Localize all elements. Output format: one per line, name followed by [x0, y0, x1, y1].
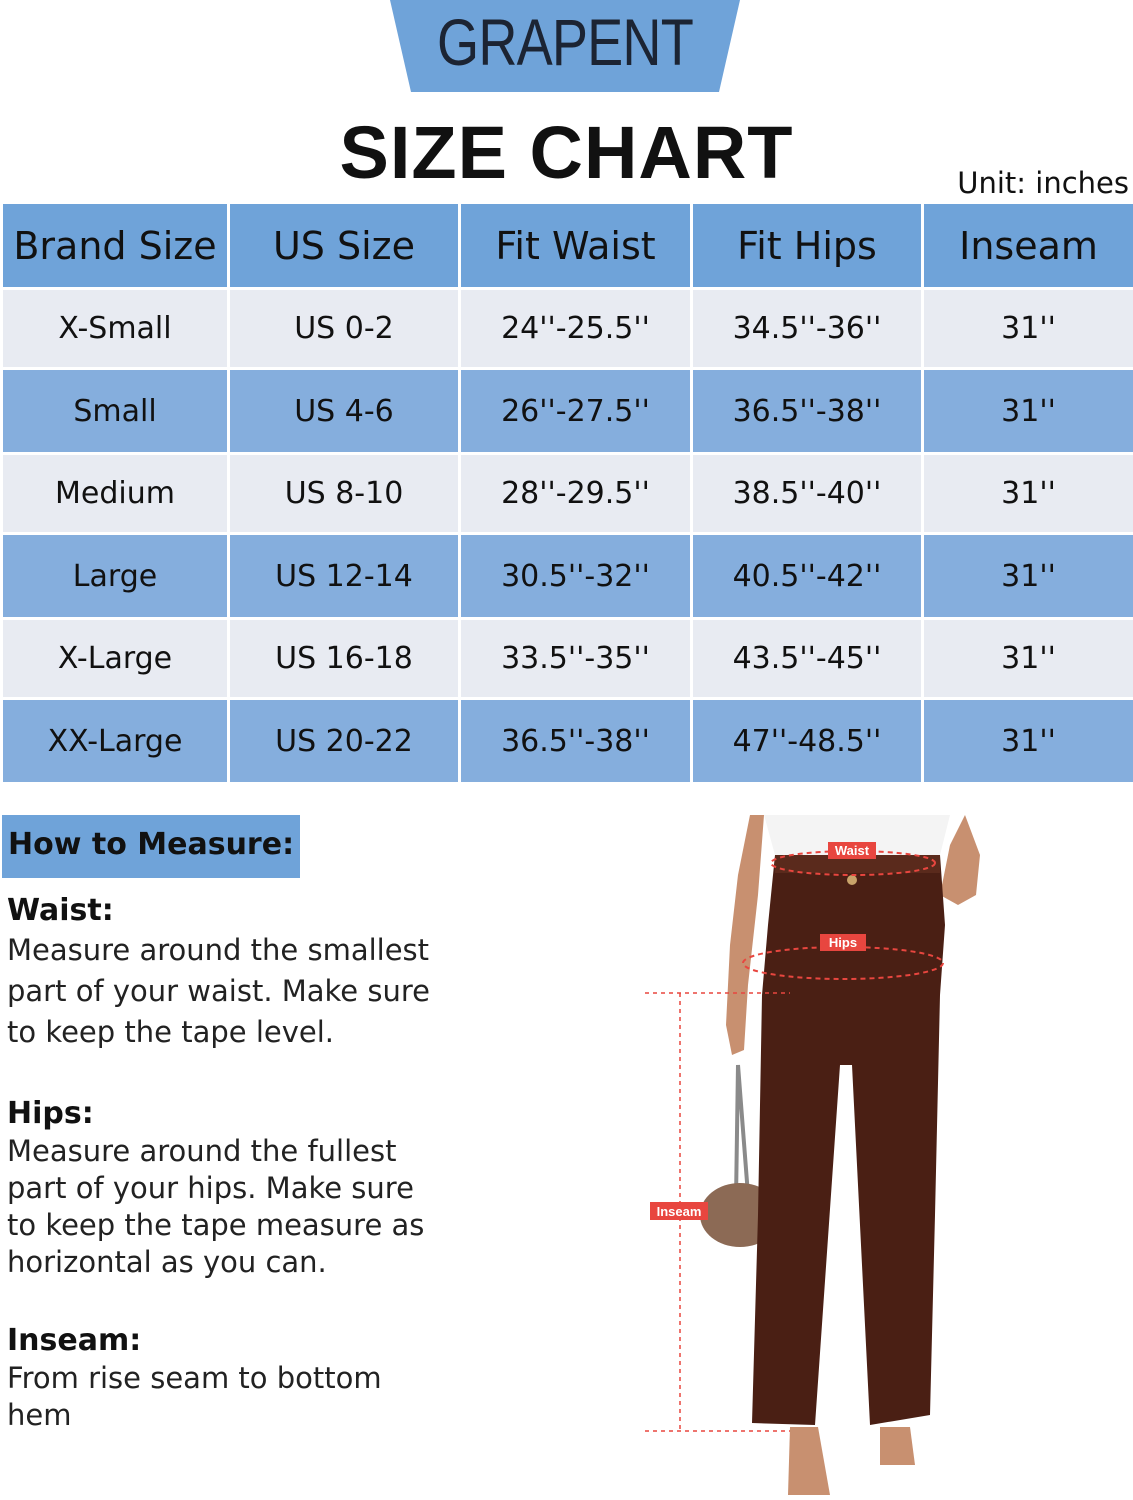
header-fit-hips: Fit Hips	[693, 204, 921, 290]
cell-brand-size: XX-Large	[3, 700, 227, 785]
cell-fit-waist: 24''-25.5''	[461, 290, 690, 370]
cell-us-size: US 12-14	[230, 535, 458, 620]
cell-fit-hips: 40.5''-42''	[693, 535, 921, 620]
cell-brand-size: Large	[3, 535, 227, 620]
table-row	[3, 370, 1133, 455]
cell-fit-hips: 43.5''-45''	[693, 620, 921, 700]
waist-line-1: Measure around the smallest	[7, 933, 430, 967]
inseam-instructions	[7, 1322, 447, 1434]
header-inseam: Inseam	[924, 204, 1133, 290]
cell-inseam: 31''	[924, 370, 1133, 455]
unit-note: Unit: inches	[957, 166, 1129, 200]
cell-us-size: US 20-22	[230, 700, 458, 785]
cell-us-size: US 16-18	[230, 620, 458, 700]
cell-fit-waist: 36.5''-38''	[461, 700, 690, 785]
cell-brand-size: Medium	[3, 455, 227, 535]
brand-logo: GRAPENT	[437, 5, 693, 79]
cell-brand-size: X-Large	[3, 620, 227, 700]
table-row	[3, 455, 1133, 535]
cell-fit-hips: 38.5''-40''	[693, 455, 921, 535]
inseam-tag: Inseam	[656, 1204, 702, 1219]
cell-fit-waist: 33.5''-35''	[461, 620, 690, 700]
header-us-size: US Size	[230, 204, 458, 290]
hips-line-1: Measure around the fullest	[7, 1134, 397, 1168]
waist-instructions	[7, 892, 447, 1053]
waist-line-3: to keep the tape level.	[7, 1015, 335, 1049]
cell-fit-waist: 26''-27.5''	[461, 370, 690, 455]
table-row	[3, 700, 1133, 785]
cell-inseam: 31''	[924, 535, 1133, 620]
hips-line-3: to keep the tape measure as	[7, 1208, 425, 1242]
right-foot-shape	[880, 1427, 915, 1465]
how-to-measure-heading: How to Measure:	[2, 815, 300, 878]
header-fit-waist: Fit Waist	[461, 204, 690, 290]
hips-label: Hips:	[7, 1096, 94, 1131]
table-row	[3, 620, 1133, 700]
cell-fit-hips: 47''-48.5''	[693, 700, 921, 785]
cell-fit-hips: 34.5''-36''	[693, 290, 921, 370]
cell-inseam: 31''	[924, 290, 1133, 370]
cell-brand-size: Small	[3, 370, 227, 455]
hips-instructions	[7, 1095, 447, 1281]
cell-inseam: 31''	[924, 700, 1133, 785]
cell-us-size: US 4-6	[230, 370, 458, 455]
table-row	[3, 535, 1133, 620]
cell-brand-size: X-Small	[3, 290, 227, 370]
waist-label: Waist:	[7, 893, 114, 928]
hips-line-2: part of your hips. Make sure	[7, 1171, 414, 1205]
cell-us-size: US 8-10	[230, 455, 458, 535]
left-arm-shape	[726, 815, 764, 1055]
waist-tag: Waist	[834, 843, 870, 858]
page-title: SIZE CHART	[339, 111, 794, 194]
cell-fit-hips: 36.5''-38''	[693, 370, 921, 455]
inseam-line-2: hem	[7, 1398, 72, 1432]
cell-fit-waist: 30.5''-32''	[461, 535, 690, 620]
size-table	[0, 204, 1133, 785]
cell-fit-waist: 28''-29.5''	[461, 455, 690, 535]
cell-inseam: 31''	[924, 620, 1133, 700]
cell-us-size: US 0-2	[230, 290, 458, 370]
table-header-row	[3, 204, 1133, 290]
left-foot-shape	[788, 1427, 830, 1495]
inseam-line-1: From rise seam to bottom	[7, 1361, 382, 1395]
hips-line-4: horizontal as you can.	[7, 1245, 327, 1279]
header-brand-size: Brand Size	[3, 204, 227, 290]
inseam-label: Inseam:	[7, 1323, 142, 1358]
model-jeans-figure	[640, 815, 1020, 1500]
jeans-button-shape	[847, 875, 857, 885]
table-row	[3, 290, 1133, 370]
hips-tag: Hips	[828, 935, 858, 950]
bag-chain-shape	[736, 1065, 748, 1200]
cell-inseam: 31''	[924, 455, 1133, 535]
waist-line-2: part of your waist. Make sure	[7, 974, 430, 1008]
